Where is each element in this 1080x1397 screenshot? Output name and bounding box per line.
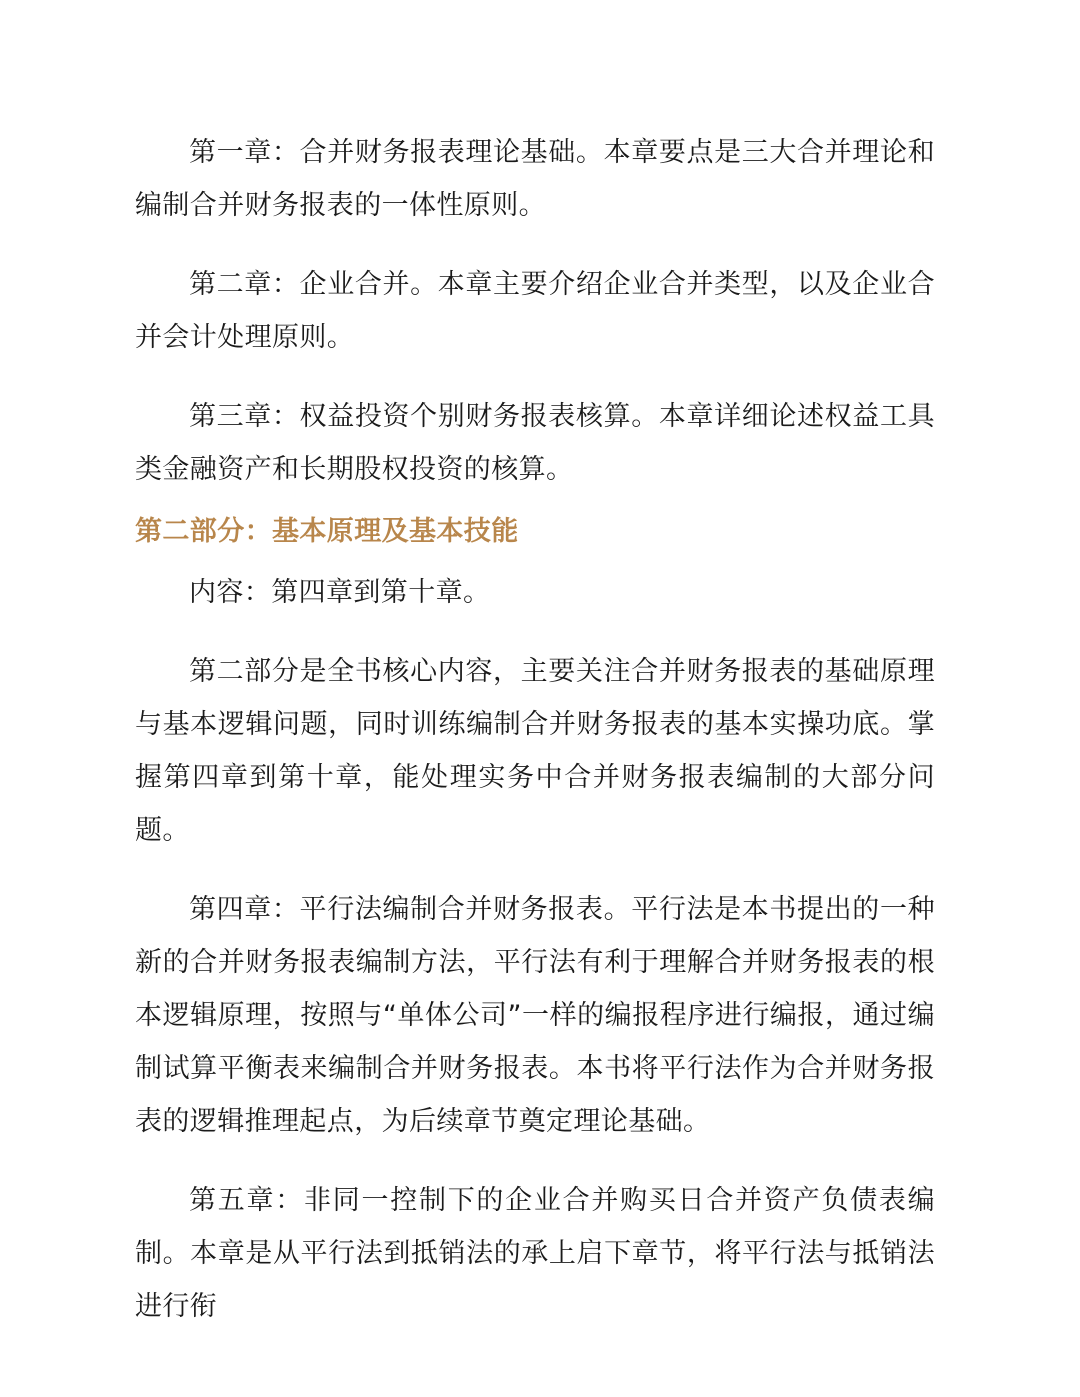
chapter-2-paragraph: 第二章：企业合并。本章主要介绍企业合并类型，以及企业合并会计处理原则。 <box>135 269 935 353</box>
chapter-4-paragraph: 第四章：平行法编制合并财务报表。平行法是本书提出的一种新的合并财务报表编制方法，平行法有利于理解合并财务报表的根本逻辑原理，按照与“单体公司”一样的编报程序进行编报，通过编制试算平衡表来编制合并财务报表。本书将平行法作为合并财务报表的逻辑推理起点，为后续章节奠定理论基础。 <box>135 894 935 1137</box>
part-2-summary-paragraph: 第二部分是全书核心内容，主要关注合并财务报表的基础原理与基本逻辑问题，同时训练编制合并财务报表的基本实操功底。掌握第四章到第十章，能处理实务中合并财务报表编制的大部分问题。 <box>135 656 935 846</box>
section-heading-part-2: 第二部分：基本原理及基本技能 <box>135 516 519 547</box>
part-2-contents-paragraph: 内容：第四章到第十章。 <box>189 577 491 608</box>
chapter-5-paragraph: 第五章：非同一控制下的企业合并购买日合并资产负债表编制。本章是从平行法到抵销法的承上启下章节，将平行法与抵销法进行衔 <box>135 1185 935 1322</box>
chapter-1-paragraph: 第一章：合并财务报表理论基础。本章要点是三大合并理论和编制合并财务报表的一体性原则。 <box>135 137 935 221</box>
chapter-3-paragraph: 第三章：权益投资个别财务报表核算。本章详细论述权益工具类金融资产和长期股权投资的核算。 <box>135 401 935 485</box>
document-page <box>135 126 935 1333</box>
